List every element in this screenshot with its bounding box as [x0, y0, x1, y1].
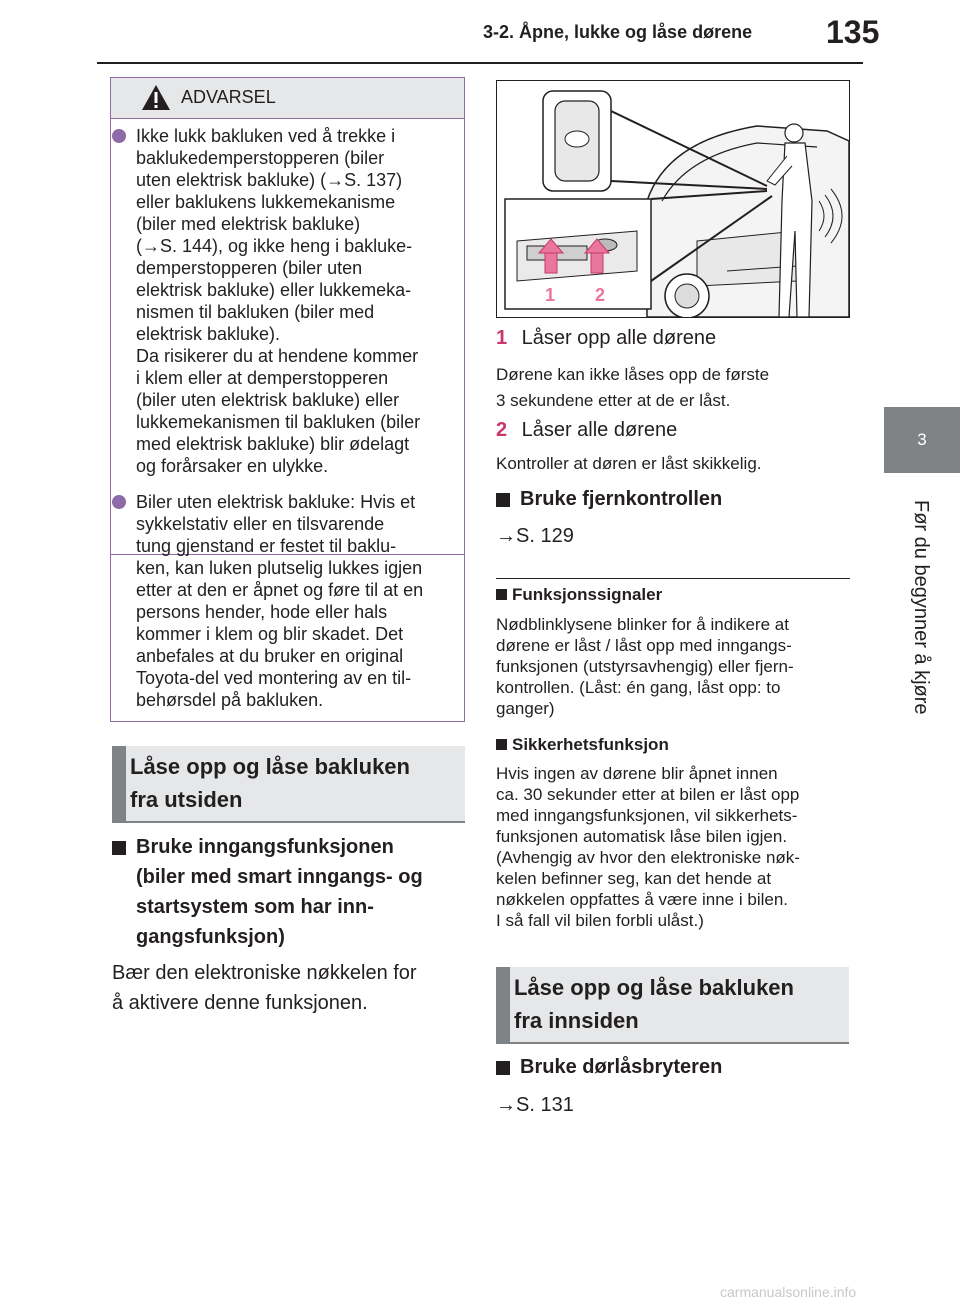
warning-item [136, 125, 451, 477]
figure-label-2: 2 [595, 285, 606, 305]
section-heading-inside [496, 967, 849, 1044]
entry-function-body: Bær den elektroniske nøkkelen for å aktivere denne funksjonen. [112, 962, 417, 1014]
signals-body: Nødblinklysene blinker for å indikere at dørene er låst / låst opp med inngangs- funksjonen (utstyrsavhengig) eller fjern- kontrollen. (Låst: én gang, låst opp: to ganger) [496, 615, 794, 718]
safety-heading-row [496, 734, 856, 755]
square-bullet [496, 739, 507, 750]
step-title: Låser opp alle dørene [521, 327, 717, 349]
warning-title: ADVARSEL [181, 87, 276, 107]
warning-box [110, 77, 465, 722]
section-heading-text: Låse opp og låse bakluken fra innsiden [514, 975, 794, 1033]
subsection-entry-function [112, 832, 472, 952]
switch-page-reference: →S. 131 [496, 1094, 574, 1116]
car-tailgate-illustration [497, 81, 849, 317]
signals-heading-row [496, 584, 856, 605]
header-rule [97, 62, 863, 64]
warning-item-text: Ikke lukk bakluken ved å trekke i baklukedemperstopperen (biler uten elektrisk bakluke) (→S. 137) eller baklukens lukkemekanisme (biler med elektrisk bakluke) (→S. 144), og ikke heng i bakluke- demperstopperen (biler uten elektrisk bakluke) eller lukkemeka- nismen til bakluken (biler med elektrisk bakluke). Da risikerer du at hendene kommer i klem eller at demperstopperen (biler uten elektrisk bakluke) eller lukkemekanismen til bakluken (biler med elektrisk bakluke) blir ødelagt og forårsaker en ulykke. [136, 126, 421, 476]
warning-item-text: Biler uten elektrisk bakluke: Hvis et sykkelstativ eller en tilsvarende tung gjenstand er festet til baklu- ken, kan luken plutselig lukkes igjen etter at den er åpnet og føre til at en persons hender, hode eller hals kommer i klem og blir skadet. Det anbefales at du bruker en original Toyota-del ved montering av en til- behørsdel på bakluken. [136, 492, 424, 710]
subsection-heading: Bruke fjernkontrollen [520, 488, 723, 510]
signals-heading: Funksjonssignaler [512, 585, 663, 604]
chapter-title-vertical [880, 500, 960, 740]
subsection-heading: Bruke inngangsfunksjonen (biler med smart inngangs- og startsystem som har inn- gangsfunksjon) [136, 836, 423, 948]
step-number: 1 [496, 327, 508, 349]
square-bullet [496, 589, 507, 600]
subsection-remote [496, 484, 856, 514]
section-heading-text: Låse opp og låse bakluken fra utsiden [130, 754, 410, 812]
page-number: 135 [826, 14, 880, 50]
step-1 [496, 323, 856, 353]
separator-line [496, 578, 850, 579]
step-title: Låser alle dørene [521, 419, 678, 441]
step-2 [496, 415, 856, 445]
bullet-dot [112, 129, 126, 143]
safety-body: Hvis ingen av dørene blir åpnet innen ca. 30 sekunder etter at bilen er låst opp med inngangsfunksjonen, vil sikkerhets- funksjonen automatisk låse bilen igjen. (Avhengig av hvor den elektroniske nøk- kelen befinner seg, kan det hende at nøkkelen oppfattes å være inne i bilen. I så fall vil bilen forbli ulåst.) [496, 764, 800, 930]
figure-label-1: 1 [545, 285, 556, 305]
warning-item [136, 491, 451, 711]
chapter-title: Før du begynner å kjøre [910, 500, 932, 715]
square-bullet [496, 493, 510, 507]
heading-bar [112, 746, 126, 821]
square-bullet [112, 841, 126, 855]
square-bullet [496, 1061, 510, 1075]
subsection-heading: Bruke dørlåsbryteren [520, 1056, 723, 1078]
watermark: carmanualsonline.info [720, 1284, 857, 1300]
safety-heading: Sikkerhetsfunksjon [512, 735, 669, 754]
step-1-note: Dørene kan ikke låses opp de første 3 sekundene etter at de er låst. [496, 365, 770, 410]
step-number: 2 [496, 419, 508, 441]
chapter-tab: 3 [884, 407, 960, 473]
step-2-note: Kontroller at døren er låst skikkelig. [496, 454, 762, 473]
bullet-dot [112, 495, 126, 509]
warning-header [111, 78, 464, 119]
illustration-tailgate [496, 80, 850, 318]
section-title: 3-2. Åpne, lukke og låse dørene [483, 22, 753, 42]
subsection-door-switch [496, 1052, 856, 1082]
heading-bar [496, 967, 510, 1042]
warning-triangle-icon [141, 84, 171, 111]
remote-page-reference: →S. 129 [496, 525, 574, 547]
section-heading-outside [112, 746, 465, 823]
